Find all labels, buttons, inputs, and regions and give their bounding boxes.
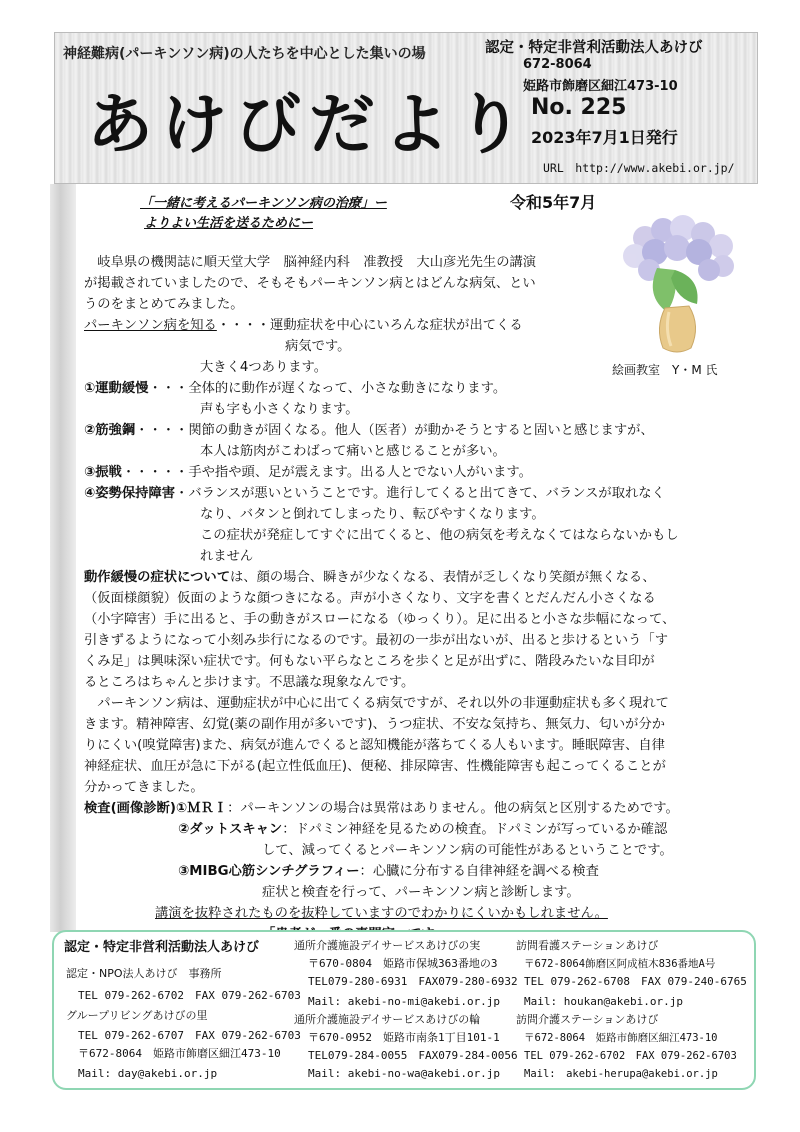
know-parkinson-text: ・・・・運動症状を中心にいろんな症状が出てくる	[216, 318, 523, 333]
excerpt-note: 講演を抜粋されたものを抜粋していますのでわかりにくいかもしれません。	[155, 906, 608, 921]
footer-care-mail[interactable]: Mail: akebi-herupa@akebi.or.jp	[524, 1068, 718, 1080]
slow-movement-line-4: 引きずるようになって小刻み歩行になるのです。最初の一歩が出ないが、出ると歩けるという「す	[84, 633, 668, 648]
slow-movement-text: は、顔の場合、瞬きが少なくなる、表情が乏しくなり笑顔が無くなる、	[230, 570, 656, 585]
footer-wa-mail[interactable]: Mail: akebi-no-wa@akebi.or.jp	[308, 1067, 501, 1080]
symptom-4	[84, 483, 665, 504]
footer-mi-mail[interactable]: Mail: akebi-no-mi@akebi.or.jp	[308, 995, 501, 1008]
footer-office-address: 〒672-8064 姫路市飾磨区細江473-10	[78, 1047, 281, 1060]
masthead	[54, 32, 758, 184]
know-parkinson-line2: 病気です。	[285, 339, 351, 354]
exam-datscan-text2: して、減ってくるとパーキンソン病の可能性があるということです。	[262, 843, 673, 858]
nonmotor-line-2: きます。精神障害、幻覚(薬の副作用が多いです)、うつ症状、不安な気持ち、無気力、匂いが分か	[84, 717, 666, 732]
exam-datscan-label: ②ダットスキャン	[178, 822, 283, 837]
left-decorative-bar	[50, 184, 76, 932]
exam-mibg	[178, 861, 599, 882]
slow-movement-line-6: るところはちゃんと歩けます。不思議な現象なんです。	[84, 675, 415, 690]
symptom-1-text2: 声も字も小さくなります。	[200, 402, 359, 417]
postal-code: 672-8064	[523, 57, 592, 72]
exam-mri	[84, 798, 679, 819]
article-month: 令和5年7月	[510, 193, 597, 212]
symptom-4-text: ・バランスが悪いということです。進行してくると出てきて、バランスが取れなく	[175, 486, 665, 501]
nonmotor-line-1: パーキンソン病は、運動症状が中心に出てくる病気ですが、それ以外の非運動症状も多く現れて	[84, 696, 669, 711]
slow-movement-line-1	[84, 567, 656, 588]
footer-office-tel: TEL 079-262-6702 FAX 079-262-6703	[78, 989, 301, 1002]
masthead-tagline: 神経難病(パーキンソン病)の人たちを中心とした集いの場	[63, 46, 426, 62]
symptom-1-text: ・・・全体的に動作が遅くなって、小さな動きになります。	[148, 381, 507, 396]
footer-nursing-tel: TEL 079-262-6708 FAX 079-240-6765	[524, 975, 747, 988]
slow-movement-line-3: （小字障害）手に出ると、手の動きがスローになる（ゆっくり）。足に出ると小さな歩幅になって、	[84, 612, 676, 627]
organization-address: 姫路市飾磨区細江473-10	[523, 79, 678, 94]
footer-care-station: 訪問介護ステーションあけび	[516, 1013, 659, 1026]
article-title-line1: 「一緒に考えるパーキンソン病の治療」ー	[140, 196, 387, 211]
slow-movement-line-2: （仮面様顔貌）仮面のような顔つきになる。声が小さくなり、文字を書くとだんだん小さくなる	[84, 591, 656, 606]
footer-mi-tel: TEL079-280-6931 FAX079-280-6932	[308, 975, 518, 988]
image-caption: 絵画教室 Y・M 氏	[612, 363, 718, 377]
exam-datscan-text: ：ドパミン神経を見るための検査。ドパミンが写っているか確認	[282, 822, 668, 837]
symptom-2	[84, 420, 654, 441]
footer-day-service-mi: 通所介護施設デイサービスあけびの実	[294, 939, 481, 952]
know-parkinson-label: パーキンソン病を知る	[84, 318, 217, 333]
symptom-4-text2: なり、バタンと倒れてしまったり、転びやすくなります。	[200, 507, 545, 522]
know-parkinson-line	[84, 315, 523, 336]
organization-name: 認定・特定非営利活動法人あけび	[485, 40, 703, 56]
footer-nursing-station: 訪問看護ステーションあけび	[516, 939, 659, 952]
intro-line-1: 岐阜県の機関誌に順天堂大学 脳神経内科 准教授 大山彦光先生の講演	[84, 255, 537, 270]
article-title	[140, 194, 387, 234]
symptom-3-label: ③振戦	[84, 465, 122, 480]
footer-org-name: 認定・特定非営利活動法人あけび	[64, 940, 260, 955]
nonmotor-line-3: りにくい(嗅覚障害)また、病気が進んでくると認知機能が落ちてくる人もいます。睡眠障害、自律	[84, 738, 665, 753]
exam-label: 検査(画像診断)①ＭＲＩ	[84, 801, 228, 816]
footer-office: 認定・NPO法人あけび 事務所	[66, 967, 222, 980]
exam-mibg-text: ：心臓に分布する自律神経を調べる検査	[359, 864, 599, 879]
symptom-2-text2: 本人は筋肉がこわばって痛いと感じることが多い。	[200, 444, 506, 459]
contact-footer	[52, 930, 756, 1090]
nonmotor-line-5: 分かってきました。	[84, 780, 204, 795]
footer-group-living-tel: TEL 079-262-6707 FAX 079-262-6703	[78, 1029, 301, 1042]
symptom-3-text: ・・・・・手や指や頭、足が震えます。出る人とでない人がいます。	[121, 465, 532, 480]
footer-nursing-address: 〒672-8064飾磨区阿成植木836番地A号	[524, 958, 716, 970]
symptom-3	[84, 462, 532, 483]
website-url[interactable]: URL http://www.akebi.or.jp/	[543, 161, 735, 175]
slow-movement-line-5: くみ足」は興味深い症状です。何もない平らなところを歩くと足が出ずに、階段みたいな目印が	[84, 654, 655, 669]
footer-wa-address: 〒670-0952 姫路市南条1丁目101-1	[308, 1031, 500, 1044]
footer-day-service-wa: 通所介護施設デイサービスあけびの輪	[294, 1013, 481, 1026]
intro-line-2: が掲載されていましたので、そもそもパーキンソン病とはどんな病気、とい	[84, 276, 536, 291]
symptom-4-text3: この症状が発症してすぐに出てくると、他の病気を考えなくてはならないかもし	[200, 528, 679, 543]
footer-nursing-mail[interactable]: Mail: houkan@akebi.or.jp	[524, 995, 683, 1008]
symptom-1	[84, 378, 506, 399]
footer-wa-tel: TEL079-284-0055 FAX079-284-0056	[308, 1049, 518, 1062]
exam-mri-text: ：パーキンソンの場合は異常はありません。他の病気と区別するためです。	[227, 801, 679, 816]
exam-diagnosis: 症状と検査を行って、パーキンソン病と診断します。	[262, 885, 580, 900]
issue-date: 2023年7月1日発行	[531, 128, 678, 147]
footer-care-address: 〒672-8064 姫路市飾磨区細江473-10	[524, 1032, 718, 1044]
nonmotor-line-4: 神経症状、血圧が急に下がる(起立性低血圧)、便秘、排尿障害、性機能障害も起こってくることが	[84, 759, 666, 774]
symptom-4-text4: れません	[200, 549, 254, 564]
footer-mi-address: 〒670-0804 姫路市保城363番地の3	[308, 957, 498, 970]
issue-number: No. 225	[531, 95, 627, 120]
four-symptoms-intro: 大きく4つあります。	[200, 360, 328, 375]
intro-line-3: うのをまとめてみました。	[84, 297, 244, 312]
slow-movement-label: 動作緩慢の症状について	[84, 570, 230, 585]
footer-office-mail[interactable]: Mail: day@akebi.or.jp	[78, 1067, 218, 1080]
exam-mibg-label: ③MIBG心筋シンチグラフィー	[178, 864, 360, 879]
footer-care-tel: TEL 079-262-6702 FAX 079-262-6703	[524, 1050, 737, 1062]
newsletter-title: あけびだより	[87, 85, 531, 163]
symptom-1-label: ①運動緩慢	[84, 381, 149, 396]
symptom-2-text: ・・・・関節の動きが固くなる。他人（医者）が動かそうとすると固いと感じますが、	[135, 423, 654, 438]
article-title-line2: よりよい生活を送るためにー	[144, 216, 314, 231]
symptom-4-label: ④姿勢保持障害	[84, 486, 176, 501]
symptom-2-label: ②筋強鋼	[84, 423, 136, 438]
hydrangea-illustration	[605, 208, 753, 358]
footer-group-living: グループリビングあけびの里	[66, 1009, 208, 1022]
exam-datscan	[178, 819, 667, 840]
